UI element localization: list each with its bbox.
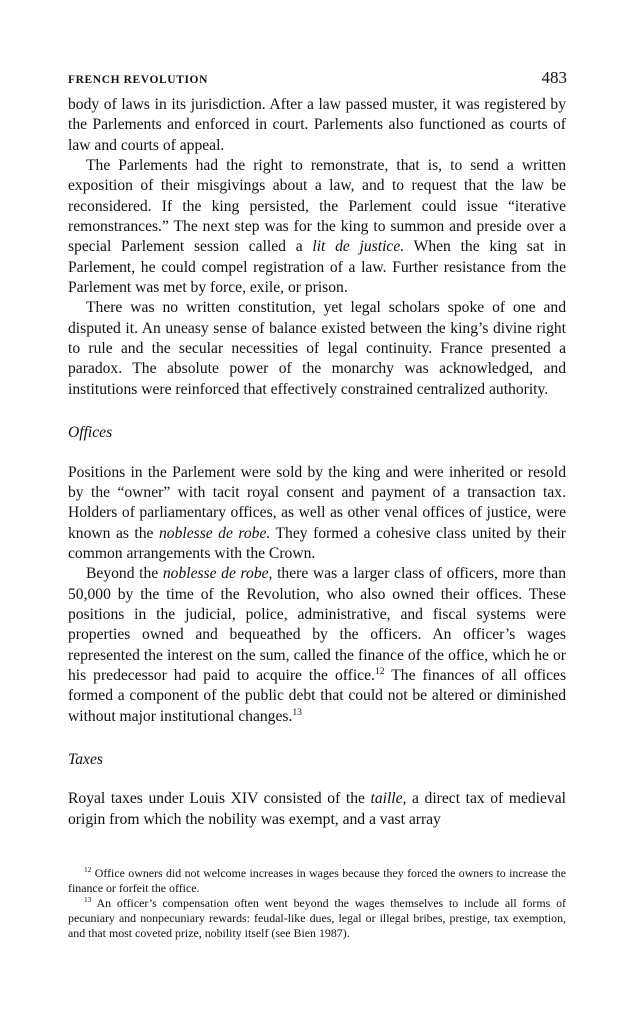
paragraph-text: Positions in the Parlement were sold by the king and were inherited or resold by the “owner” with tacit royal consent and payment of a transaction tax. Holders of parliamentary offices, as well as other venal offices of justice, were known as the <box>68 463 566 542</box>
paragraph-continued: body of laws in its jurisdiction. After a law passed muster, it was registered by the Parlements and enforced in court. Parlements also functioned as courts of law and courts of appeal. <box>68 96 566 154</box>
paragraph-text: there was a larger class of officers, more than 50,000 by the time of the Revolution, who also owned their offices. These positions in the judicial, police, administrative, and fiscal systems were properties owned and bequeathed by the officers. An officer’s wages represented the interest on the sum, called the finance of the office, which he or his predecessor had paid to acquire the office. <box>68 565 567 684</box>
paragraph-text: The finances of all offices formed a component of the public debt that could not be altered or diminished without major institutional changes. <box>68 666 567 725</box>
footnote-text: Office owners did not welcome increases in wages because they forced the owners to increase the finance or forfeit the office. <box>68 866 566 895</box>
paragraph-text: They formed a cohesive class united by their common arrangements with the Crown. <box>68 524 567 562</box>
page-number: 483 <box>541 68 567 87</box>
paragraph-text: The Parlements had the right to remonstrate, that is, to send a written exposition of their misgivings about a law, and to request that the law be reconsidered. If the king persisted, the Parlement could issue “iterative remonstrances.” The next step was for the king to summon and preside over a special Parlement session called a <box>68 157 566 256</box>
paragraph-constitution: There was no written constitution, yet legal scholars spoke of one and disputed it. An uneasy sense of balance existed between the king’s divine right to rule and the secular necessities of legal continuity. France presented a paradox. The absolute power of the monarchy was acknowledged, and institutions were reinforced that effectively constrained centralized authority. <box>68 299 566 398</box>
footnotes <box>68 866 566 941</box>
paragraph-officers <box>68 564 566 727</box>
footnote-marker: 13 <box>84 895 92 905</box>
italic-term: taille, <box>370 790 407 808</box>
paragraph-text: Beyond the <box>86 565 163 583</box>
paragraph-remonstrance <box>68 156 566 298</box>
footnote-ref[interactable]: 13 <box>292 706 302 718</box>
paragraph-offices <box>68 463 566 565</box>
footnote-ref[interactable]: 12 <box>374 665 385 677</box>
italic-term: noblesse de robe. <box>158 524 271 542</box>
section-heading-offices: Offices <box>68 424 113 442</box>
paragraph-text: Royal taxes under Louis XIV consisted of the <box>68 790 371 808</box>
footnote-marker: 12 <box>84 865 92 875</box>
running-title: FRENCH REVOLUTION <box>68 74 208 86</box>
footnote-12 <box>68 866 566 896</box>
paragraph-text: When the king sat in Parlement, he could compel registration of a law. Further resistance from the Parlement was met by force, exile, or prison. <box>68 238 566 297</box>
footnote-text: An officer’s compensation often went beyond the wages themselves to include all forms of pecuniary and nonpecuniary rewards: feudal-like dues, legal or illegal bribes, prestige, tax exemption, and that most coveted prize, nobility itself (see Bien 1987). <box>68 896 566 940</box>
italic-term: noblesse de robe, <box>162 565 273 583</box>
paragraph-taxes <box>68 789 566 830</box>
running-head <box>68 68 567 88</box>
italic-term: lit de justice. <box>312 238 405 256</box>
body-text <box>68 95 566 830</box>
section-heading-taxes: Taxes <box>68 750 103 768</box>
footnote-13 <box>68 896 566 941</box>
paragraph-text: a direct tax of medieval origin from which the nobility was exempt, and a vast array <box>68 790 566 828</box>
